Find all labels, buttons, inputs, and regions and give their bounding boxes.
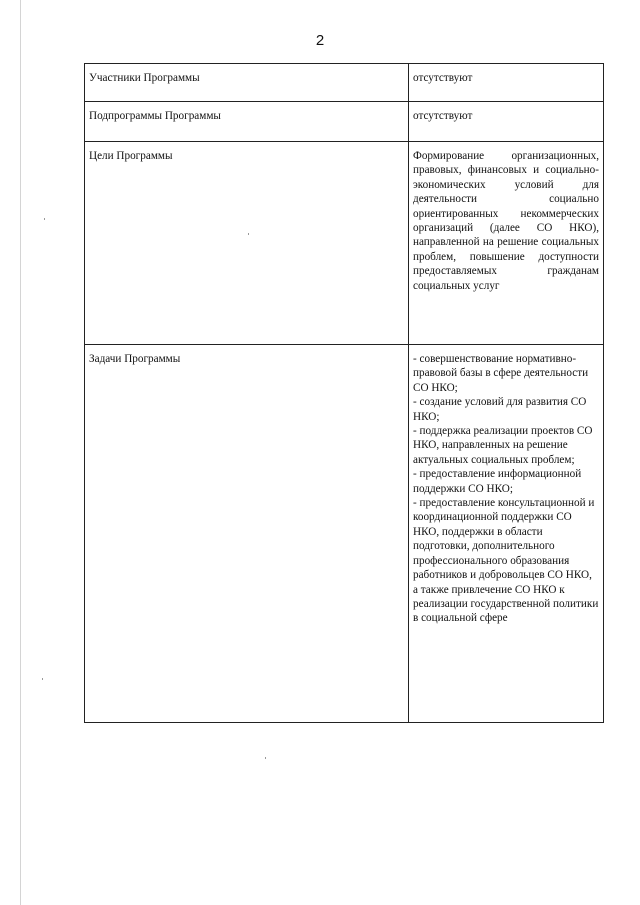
row-tasks (409, 345, 604, 723)
scan-left-edge (20, 0, 21, 905)
row-label: Цели Программы (85, 142, 409, 345)
scan-speck (44, 218, 45, 220)
page-number: 2 (315, 32, 325, 49)
row-value: Формирование организационных, правовых, финансовых и социально-экономических условий для деятельности социально ориентированных некоммерческих организаций (далее СО НКО), направленной на решение социальных проблем, повышение доступности предоставляемых гражданам социальных услуг (409, 142, 604, 345)
row-label: Подпрограммы Программы (85, 102, 409, 142)
task-item: - создание условий для развития СО НКО; (413, 396, 587, 423)
scan-speck (265, 757, 266, 759)
row-label: Задачи Программы (85, 345, 409, 723)
scan-speck (42, 678, 43, 680)
program-passport-table (84, 63, 604, 723)
table-row-participants (85, 64, 604, 102)
task-item: - поддержка реализации проектов СО НКО, направленных на решение актуальных социальных проблем; (413, 425, 593, 466)
task-item: - предоставление консультационной и координационной поддержки СО НКО, поддержки в области подготовки, дополнительного профессионального образования работников и добровольцев СО НКО, а также привлечение СО НКО к реализации государственной политики в социальной сфере (413, 497, 599, 625)
row-label: Участники Программы (85, 64, 409, 102)
table-row-goals (85, 142, 604, 345)
row-value: отсутствуют (409, 64, 604, 102)
table-row-subprograms (85, 102, 604, 142)
task-item: - предоставление информационной поддержки СО НКО; (413, 468, 582, 495)
row-value: отсутствуют (409, 102, 604, 142)
table-row-tasks (85, 345, 604, 723)
task-item: - совершенствование нормативно-правовой базы в сфере деятельности СО НКО; (413, 353, 589, 394)
